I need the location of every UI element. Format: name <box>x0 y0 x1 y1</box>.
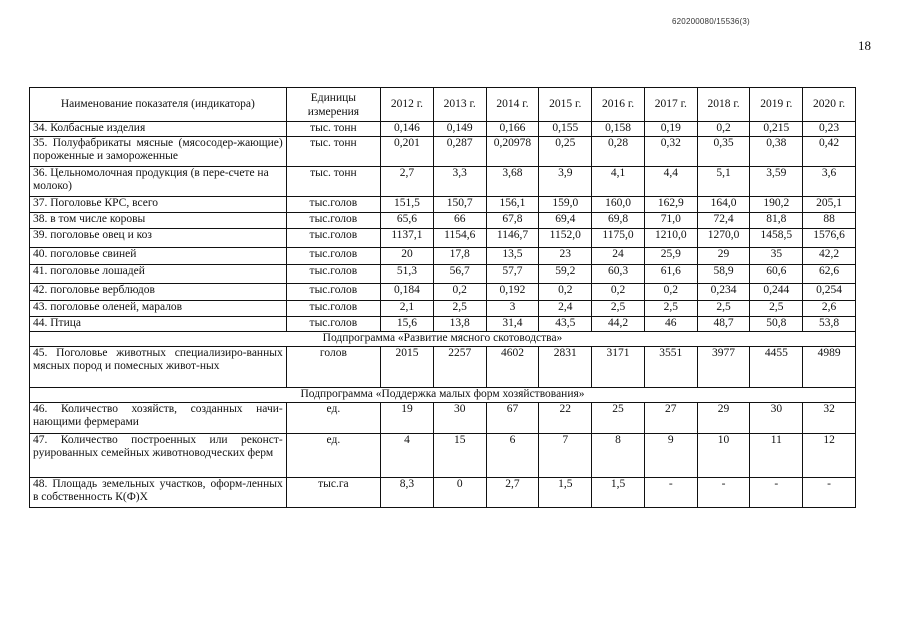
year-value: 42,2 <box>803 248 856 265</box>
year-value: 30 <box>750 403 803 434</box>
year-value: 61,6 <box>644 265 697 284</box>
indicator-unit: ед. <box>286 434 380 478</box>
year-value: 0,42 <box>803 137 856 167</box>
table-row <box>30 284 856 301</box>
year-value: 0,146 <box>381 122 434 137</box>
indicator-name: 41. поголовье лошадей <box>30 265 287 284</box>
year-value: 3977 <box>697 347 750 388</box>
indicator-unit: тыс.голов <box>286 248 380 265</box>
year-value: 69,8 <box>592 213 645 229</box>
year-value: 53,8 <box>803 317 856 332</box>
year-value: 31,4 <box>486 317 539 332</box>
year-value: 2,7 <box>381 167 434 197</box>
year-value: 20 <box>381 248 434 265</box>
table-row <box>30 213 856 229</box>
table-row <box>30 229 856 248</box>
table-row <box>30 301 856 317</box>
header-year: 2015 г. <box>539 88 592 122</box>
year-value: 43,5 <box>539 317 592 332</box>
year-value: 2,1 <box>381 301 434 317</box>
year-value: 0,234 <box>697 284 750 301</box>
year-value: 160,0 <box>592 197 645 213</box>
indicator-unit: тыс.га <box>286 478 380 508</box>
header-year: 2016 г. <box>592 88 645 122</box>
year-value: 0,2 <box>644 284 697 301</box>
year-value: 0,201 <box>381 137 434 167</box>
year-value: 3,9 <box>539 167 592 197</box>
year-value: 3,68 <box>486 167 539 197</box>
year-value: 9 <box>644 434 697 478</box>
indicator-unit: тыс.голов <box>286 317 380 332</box>
year-value: 24 <box>592 248 645 265</box>
indicator-name: 42. поголовье верблюдов <box>30 284 287 301</box>
year-value: 62,6 <box>803 265 856 284</box>
year-value: 4 <box>381 434 434 478</box>
header-year: 2014 г. <box>486 88 539 122</box>
header-year: 2013 г. <box>433 88 486 122</box>
year-value: 1146,7 <box>486 229 539 248</box>
year-value: 164,0 <box>697 197 750 213</box>
table-row <box>30 248 856 265</box>
year-value: 1,5 <box>592 478 645 508</box>
table-row <box>30 265 856 284</box>
indicator-name: 34. Колбасные изделия <box>30 122 287 137</box>
year-value: 0,35 <box>697 137 750 167</box>
year-value: 162,9 <box>644 197 697 213</box>
year-value: 0,158 <box>592 122 645 137</box>
indicators-table <box>29 87 856 508</box>
year-value: 8 <box>592 434 645 478</box>
year-value: 0,2 <box>592 284 645 301</box>
year-value: 0,2 <box>697 122 750 137</box>
year-value: 19 <box>381 403 434 434</box>
year-value: - <box>803 478 856 508</box>
header-name: Наименование показателя (индикатора) <box>30 88 287 122</box>
year-value: 3,6 <box>803 167 856 197</box>
year-value: 58,9 <box>697 265 750 284</box>
table-row <box>30 137 856 167</box>
year-value: 2,5 <box>750 301 803 317</box>
year-value: 23 <box>539 248 592 265</box>
section-title: Подпрограмма «Поддержка малых форм хозяйствования» <box>30 388 856 403</box>
year-value: 13,5 <box>486 248 539 265</box>
table-row <box>30 434 856 478</box>
year-value: 1210,0 <box>644 229 697 248</box>
year-value: 0,23 <box>803 122 856 137</box>
header-year: 2012 г. <box>381 88 434 122</box>
indicator-unit: тыс.голов <box>286 229 380 248</box>
year-value: 5,1 <box>697 167 750 197</box>
year-value: 11 <box>750 434 803 478</box>
year-value: 2257 <box>433 347 486 388</box>
indicator-name: 48. Площадь земельных участков, оформ-ленных в собственность К(Ф)Х <box>30 478 287 508</box>
indicator-name: 40. поголовье свиней <box>30 248 287 265</box>
year-value: 2,5 <box>433 301 486 317</box>
header-unit: Единицы измерения <box>286 88 380 122</box>
indicator-name: 45. Поголовье животных специализиро-ванных мясных пород и помесных живот-ных <box>30 347 287 388</box>
year-value: 0,149 <box>433 122 486 137</box>
header-year: 2020 г. <box>803 88 856 122</box>
year-value: 15,6 <box>381 317 434 332</box>
year-value: 205,1 <box>803 197 856 213</box>
year-value: 0,287 <box>433 137 486 167</box>
indicator-unit: тыс.голов <box>286 301 380 317</box>
year-value: 4,1 <box>592 167 645 197</box>
header-row <box>30 88 856 122</box>
year-value: 0,215 <box>750 122 803 137</box>
indicator-unit: тыс. тонн <box>286 137 380 167</box>
year-value: 12 <box>803 434 856 478</box>
year-value: 0 <box>433 478 486 508</box>
year-value: 69,4 <box>539 213 592 229</box>
indicator-name: 43. поголовье оленей, маралов <box>30 301 287 317</box>
table-row <box>30 122 856 137</box>
year-value: 1137,1 <box>381 229 434 248</box>
year-value: 0,244 <box>750 284 803 301</box>
table-row <box>30 197 856 213</box>
section-1 <box>30 332 856 347</box>
year-value: 0,155 <box>539 122 592 137</box>
year-value: 4455 <box>750 347 803 388</box>
year-value: 25,9 <box>644 248 697 265</box>
year-value: 1576,6 <box>803 229 856 248</box>
indicator-unit: голов <box>286 347 380 388</box>
table-row <box>30 347 856 388</box>
section-title: Подпрограмма «Развитие мясного скотоводства» <box>30 332 856 347</box>
year-value: 4,4 <box>644 167 697 197</box>
indicator-name: 37. Поголовье КРС, всего <box>30 197 287 213</box>
header-year: 2017 г. <box>644 88 697 122</box>
year-value: 0,166 <box>486 122 539 137</box>
year-value: 1175,0 <box>592 229 645 248</box>
year-value: 2,7 <box>486 478 539 508</box>
year-value: 56,7 <box>433 265 486 284</box>
year-value: - <box>697 478 750 508</box>
year-value: 3171 <box>592 347 645 388</box>
year-value: 44,2 <box>592 317 645 332</box>
page-number: 18 <box>858 38 871 53</box>
table-row <box>30 478 856 508</box>
year-value: 1152,0 <box>539 229 592 248</box>
indicator-unit: тыс.голов <box>286 197 380 213</box>
year-value: 29 <box>697 403 750 434</box>
year-value: 88 <box>803 213 856 229</box>
year-value: 1,5 <box>539 478 592 508</box>
year-value: 46 <box>644 317 697 332</box>
year-value: 59,2 <box>539 265 592 284</box>
year-value: 67 <box>486 403 539 434</box>
year-value: 1270,0 <box>697 229 750 248</box>
year-value: 8,3 <box>381 478 434 508</box>
year-value: 0,20978 <box>486 137 539 167</box>
section-2 <box>30 388 856 403</box>
indicator-name: 39. поголовье овец и коз <box>30 229 287 248</box>
year-value: 30 <box>433 403 486 434</box>
year-value: 0,38 <box>750 137 803 167</box>
year-value: 65,6 <box>381 213 434 229</box>
table-row <box>30 317 856 332</box>
indicator-name: 44. Птица <box>30 317 287 332</box>
year-value: 190,2 <box>750 197 803 213</box>
year-value: 0,184 <box>381 284 434 301</box>
year-value: 159,0 <box>539 197 592 213</box>
year-value: 4989 <box>803 347 856 388</box>
year-value: 22 <box>539 403 592 434</box>
year-value: 6 <box>486 434 539 478</box>
year-value: 60,3 <box>592 265 645 284</box>
indicator-name: 36. Цельномолочная продукция (в пере-счете на молоко) <box>30 167 287 197</box>
year-value: 35 <box>750 248 803 265</box>
header-year: 2019 г. <box>750 88 803 122</box>
year-value: 1154,6 <box>433 229 486 248</box>
year-value: 0,192 <box>486 284 539 301</box>
indicator-unit: тыс.голов <box>286 213 380 229</box>
year-value: 10 <box>697 434 750 478</box>
year-value: 57,7 <box>486 265 539 284</box>
year-value: 67,8 <box>486 213 539 229</box>
header-year: 2018 г. <box>697 88 750 122</box>
indicator-unit: тыс. тонн <box>286 122 380 137</box>
year-value: 48,7 <box>697 317 750 332</box>
year-value: 2831 <box>539 347 592 388</box>
indicator-name: 38. в том числе коровы <box>30 213 287 229</box>
indicator-name: 47. Количество построенных или реконст-руированных семейных животноводческих ферм <box>30 434 287 478</box>
year-value: 66 <box>433 213 486 229</box>
year-value: 0,19 <box>644 122 697 137</box>
year-value: 2015 <box>381 347 434 388</box>
year-value: 2,5 <box>644 301 697 317</box>
year-value: 151,5 <box>381 197 434 213</box>
year-value: 2,6 <box>803 301 856 317</box>
year-value: 1458,5 <box>750 229 803 248</box>
indicator-unit: тыс.голов <box>286 265 380 284</box>
year-value: 0,254 <box>803 284 856 301</box>
year-value: 2,5 <box>697 301 750 317</box>
indicator-unit: тыс.голов <box>286 284 380 301</box>
year-value: 4602 <box>486 347 539 388</box>
year-value: 81,8 <box>750 213 803 229</box>
indicator-unit: ед. <box>286 403 380 434</box>
year-value: 3551 <box>644 347 697 388</box>
year-value: 0,2 <box>539 284 592 301</box>
table-row <box>30 403 856 434</box>
year-value: 0,2 <box>433 284 486 301</box>
year-value: 3 <box>486 301 539 317</box>
year-value: 29 <box>697 248 750 265</box>
year-value: 25 <box>592 403 645 434</box>
year-value: 72,4 <box>697 213 750 229</box>
indicator-unit: тыс. тонн <box>286 167 380 197</box>
year-value: 3,3 <box>433 167 486 197</box>
year-value: 3,59 <box>750 167 803 197</box>
document-code: 620200080/15536(3) <box>672 17 750 26</box>
year-value: 7 <box>539 434 592 478</box>
year-value: - <box>644 478 697 508</box>
section-2-rows <box>30 403 856 508</box>
year-value: 0,32 <box>644 137 697 167</box>
year-value: 15 <box>433 434 486 478</box>
year-value: 27 <box>644 403 697 434</box>
year-value: 32 <box>803 403 856 434</box>
year-value: 71,0 <box>644 213 697 229</box>
year-value: 2,5 <box>592 301 645 317</box>
year-value: 2,4 <box>539 301 592 317</box>
year-value: 156,1 <box>486 197 539 213</box>
main-rows <box>30 122 856 332</box>
year-value: 51,3 <box>381 265 434 284</box>
year-value: 0,28 <box>592 137 645 167</box>
year-value: 13,8 <box>433 317 486 332</box>
year-value: 150,7 <box>433 197 486 213</box>
section-1-rows <box>30 347 856 388</box>
year-value: 17,8 <box>433 248 486 265</box>
year-value: 60,6 <box>750 265 803 284</box>
year-value: 0,25 <box>539 137 592 167</box>
table-row <box>30 167 856 197</box>
year-value: - <box>750 478 803 508</box>
indicator-name: 35. Полуфабрикаты мясные (мясосодер-жающие) пороженные и замороженные <box>30 137 287 167</box>
year-value: 50,8 <box>750 317 803 332</box>
indicator-name: 46. Количество хозяйств, созданных начи-нающими фермерами <box>30 403 287 434</box>
